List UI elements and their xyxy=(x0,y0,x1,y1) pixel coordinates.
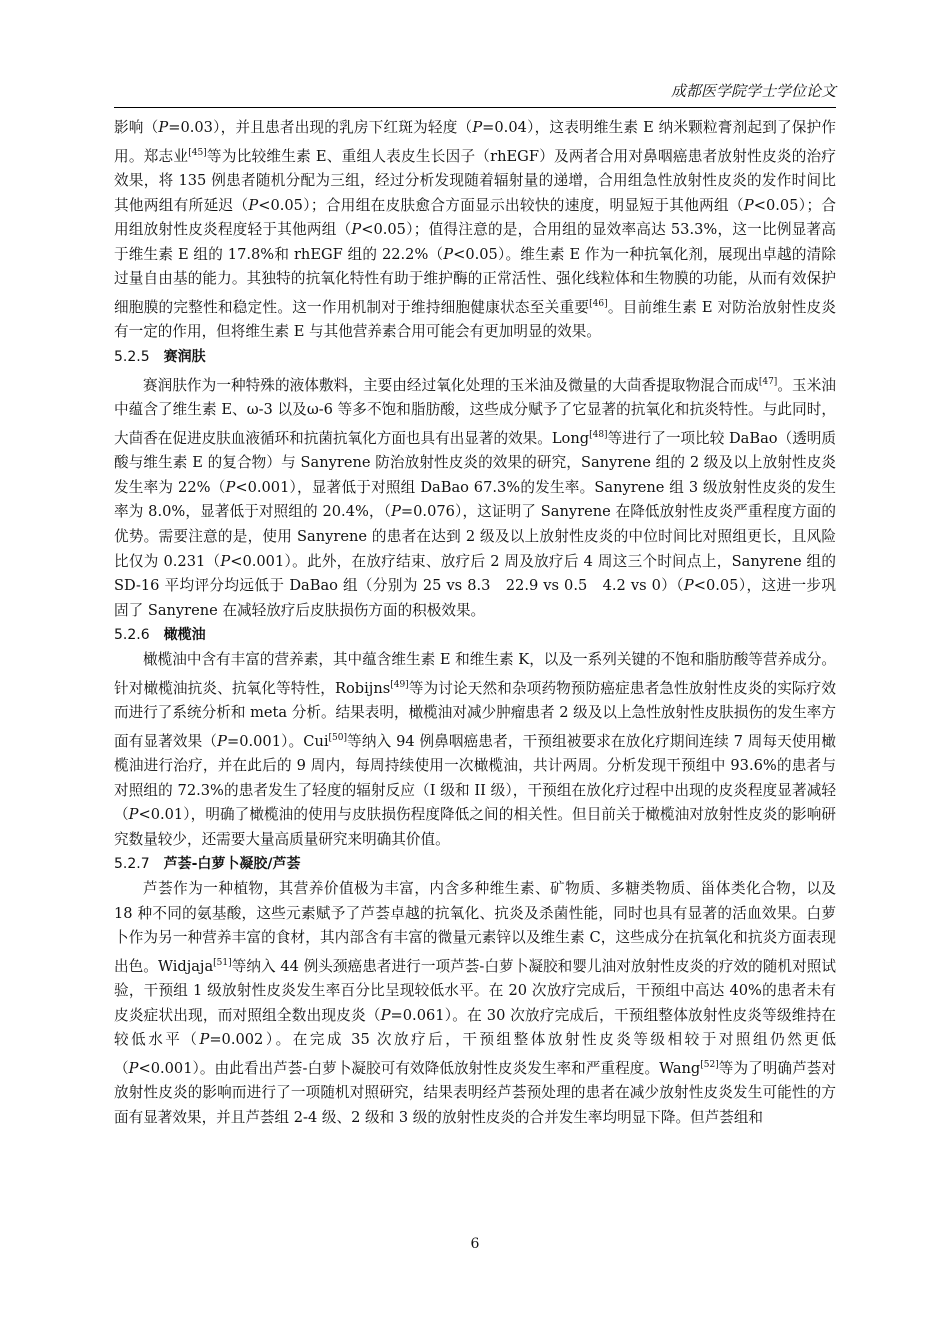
section-title: 橄榄油 xyxy=(163,627,206,644)
page-number: 6 xyxy=(470,1236,480,1252)
paragraph-vitamin-e-continued: 影响（P=0.03），并且患者出现的乳房下红斑为轻度（P=0.04），这表明维生素 E 纳米颗粒膏剂起到了保护作用。郑志业[45]等为比较维生素 E、重组人表皮生长因子（rhEGF）及两者合用对鼻咽癌患者放射性皮炎的治疗效果，将 135 例患者随机分配为三组，经过分析发现随着辐射量的递增，合用组急性放射性皮炎的发作时间比其他两组有所延迟（P<0.05）；合用组在皮肤愈合方面显示出较快的速度，明显短于其他两组（P<0.05）；合用组放射性皮炎程度轻于其他两组（P<0.05）；值得注意的是，合用组的显效率高达 53.3%，这一比例显著高于维生素 E 组的 17.8%和 rhEGF 组的 22.2%（P<0.05）。维生素 E 作为一种抗氧化剂，展现出卓越的清除过量自由基的能力。其独特的抗氧化特性有助于维护酶的正常活性、强化线粒体和生物膜的功能，从而有效保护细胞膜的完整性和稳定性。这一作用机制对于维持细胞健康状态至关重要[46]。目前维生素 E 对防治放射性皮炎有一定的作用，但将维生素 E 与其他营养素合用可能会有更加明显的效果。 xyxy=(114,119,836,341)
section-heading-5-2-7 xyxy=(114,852,836,877)
section-title: 赛润肤 xyxy=(163,349,206,366)
running-header: 成都医学院学士学位论文 xyxy=(114,80,836,108)
section-number: 5.2.5 xyxy=(114,349,150,366)
paragraph-aloe-vera: 芦荟作为一种植物，其营养价值极为丰富，内含多种维生素、矿物质、多糖类物质、甾体类化合物，以及 18 种不同的氨基酸，这些元素赋予了芦荟卓越的抗氧化、抗炎及杀菌性能，同时也具有显著的活血效果。白萝卜作为另一种营养丰富的食材，其内部含有丰富的微量元素锌以及维生素 C，这些成分在抗氧化和抗炎方面表现出色。Widjaja[51]等纳入 44 例头颈癌患者进行一项芦荟-白萝卜凝胶和婴儿油对放射性皮炎的疗效的随机对照试验，干预组 1 级放射性皮炎发生率百分比呈现较低水平。在 20 次放疗完成后，干预组中高达 40%的患者未有皮炎症状出现，而对照组全数出现皮炎（P=0.061）。在 30 次放疗完成后，干预组整体放射性皮炎等级维持在较低水平（P=0.002）。在完成 35 次放疗后，干预组整体放射性皮炎等级相较于对照组仍然更低（P<0.001）。由此看出芦荟-白萝卜凝胶可有效降低放射性皮炎发生率和严重程度。Wang[52]等为了明确芦荟对放射性皮炎的影响而进行了一项随机对照研究，结果表明经芦荟预处理的患者在减少放射性皮炎发生可能性的方面有显著效果，并且芦荟组 2-4 级、2 级和 3 级的放射性皮炎的合并发生率均明显下降。但芦荟组和 xyxy=(114,879,836,1127)
section-number: 5.2.7 xyxy=(114,856,150,873)
section-title: 芦荟-白萝卜凝胶/芦荟 xyxy=(163,856,301,873)
paragraph-olive-oil: 橄榄油中含有丰富的营养素，其中蕴含维生素 E 和维生素 K，以及一系列关键的不饱和脂肪酸等营养成分。针对橄榄油抗炎、抗氧化等特性，Robijns[49]等为讨论天然和杂项药物预防癌症患者急性放射性皮炎的实际疗效而进行了系统分析和 meta 分析。结果表明，橄榄油对减少肿瘤患者 2 级及以上急性放射性皮肤损伤的发生率方面有显著效果（P=0.001）。Cui[50]等纳入 94 例鼻咽癌患者，干预组被要求在放化疗期间连续 7 周每天使用橄榄油进行治疗，并在此后的 9 周内，每周持续使用一次橄榄油，共计两周。分析发现干预组中 93.6%的患者与对照组的 72.3%的患者发生了轻度的辐射反应（I 级和 II 级），干预组在放化疗过程中出现的皮炎程度显著减轻（P<0.01），明确了橄榄油的使用与皮肤损伤程度降低之间的相关性。但目前关于橄榄油对放射性皮炎的影响研究数量较少，还需要大量高质量研究来明确其价值。 xyxy=(114,650,836,848)
section-number: 5.2.6 xyxy=(114,627,150,644)
body-text xyxy=(114,116,836,1131)
section-heading-5-2-5 xyxy=(114,345,836,370)
section-heading-5-2-6 xyxy=(114,623,836,648)
paragraph-sanyrene: 赛润肤作为一种特殊的液体敷料，主要由经过氧化处理的玉米油及微量的大茴香提取物混合而成[47]。玉米油中蕴含了维生素 E、ω-3 以及ω-6 等多不饱和脂肪酸，这些成分赋予了它显著的抗氧化和抗炎特性。与此同时，大茴香在促进皮肤血液循环和抗菌抗氧化方面也具有出显著的效果。Long[48]等进行了一项比较 DaBao（透明质酸与维生素 E 的复合物）与 Sanyrene 防治放射性皮炎的效果的研究，Sanyrene 组的 2 级及以上放射性皮炎发生率为 22%（P<0.001），显著低于对照组 DaBao 67.3%的发生率。Sanyrene 组 3 级放射性皮炎的发生率为 8.0%，显著低于对照组的 20.4%，（P=0.076），这证明了 Sanyrene 在降低放射性皮炎严重程度方面的优势。需要注意的是，使用 Sanyrene 的患者在达到 2 级及以上放射性皮炎的中位时间比对照组更长，且风险比仅为 0.231（P<0.001）。此外，在放疗结束、放疗后 2 周及放疗后 4 周这三个时间点上，Sanyrene 组的 SD-16 平均评分均远低于 DaBao 组（分别为 25 vs 8.3 22.9 vs 0.5 4.2 vs 0）（P<0.05），这进一步巩固了 Sanyrene 在减轻放疗后皮肤损伤方面的积极效果。 xyxy=(114,376,837,619)
